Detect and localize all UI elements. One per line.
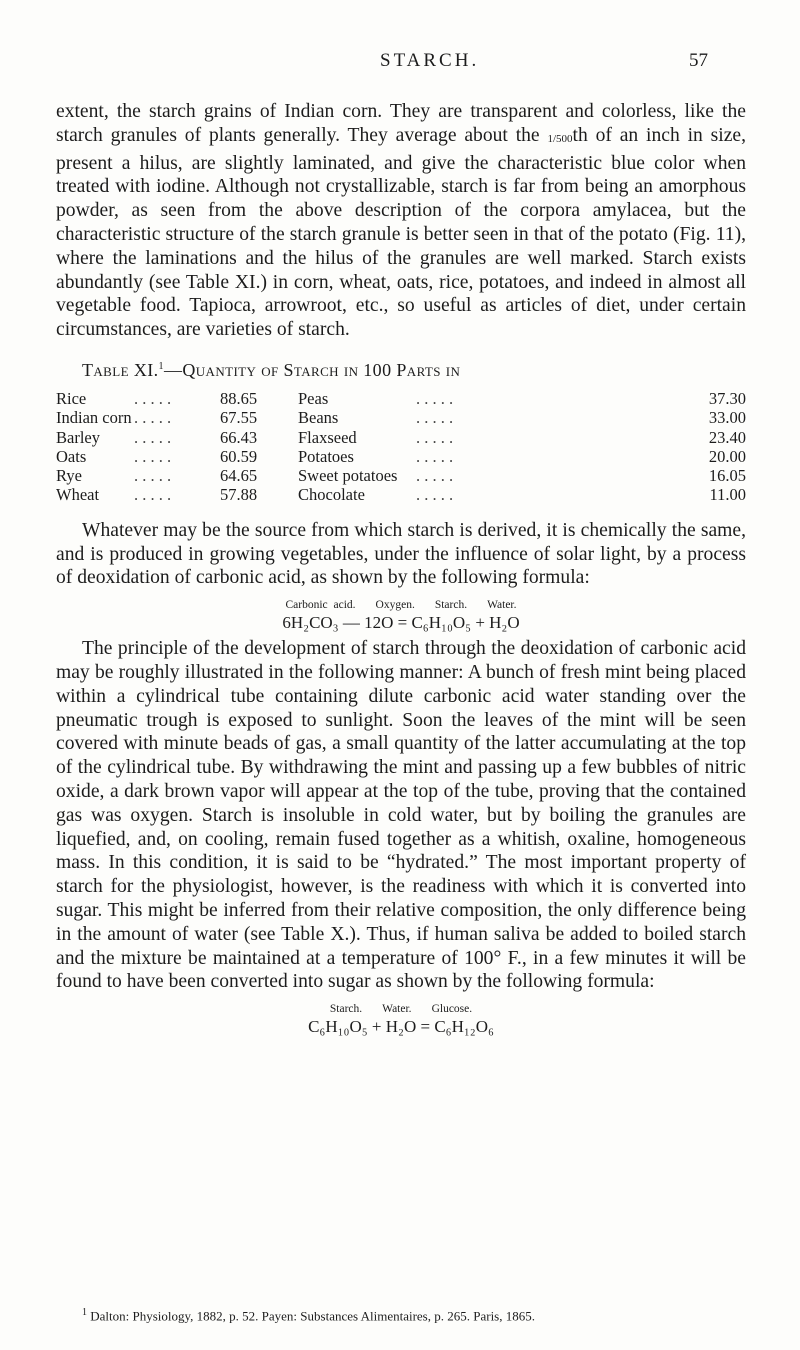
leader-dots: . . . . . [416, 485, 454, 505]
table-row [56, 447, 746, 466]
formula-deoxidation [56, 598, 746, 633]
table-row [56, 428, 746, 447]
food-name: Chocolate [298, 485, 365, 505]
leader-dots: . . . . . [416, 427, 454, 447]
page-number: 57 [689, 50, 708, 71]
starch-value: 57.88 [220, 485, 258, 505]
leader-dots: . . . . . [416, 408, 454, 428]
food-name: Oats [56, 446, 87, 466]
leader-dots: . . . . . [134, 408, 172, 428]
table-title: Table XI.$^1$—Quantity of Starch in 100 Parts in [82, 359, 461, 380]
starch-value: 33.00 [708, 408, 746, 428]
leader-dots: . . . . . [416, 388, 454, 408]
paragraph-source: Whatever may be the source from which starch is derived, it is chemically the same, and is produced in growing vegetables, under the influence of solar light, by a process of deoxidation of carbonic acid, as shown by the following formula: [56, 519, 746, 589]
formula-conversion [56, 1002, 746, 1037]
formula-labels: Carbonic acid. Oxygen. Starch. Water. [285, 599, 517, 612]
formula-equation: 6H₂CO₃ — 12O = C₆H₁₀O₅ + H₂O [282, 613, 520, 633]
leader-dots: . . . . . [134, 485, 172, 505]
starch-value: 11.00 [709, 485, 746, 505]
food-name: Rice [56, 388, 87, 408]
paragraph-starch-grains: extent, the starch grains of Indian corn. They are transparent and colorless, like the starch granules of plants generally. They average about the 1/500th of an inch in size, present a hilus, are slightly laminated, and give the characteristic blue color when treated with iodine. Although not crystallizable, starch is far from being an amorphous powder, as seen from the above description of the corpora amylacea, but the characteristic structure of the starch granule is better seen in that of the potato (Fig. 11), where the laminations and the hilus of the granules are well marked. Starch exists abundantly (see Table XI.) in corn, wheat, oats, rice, potatoes, and indeed in almost all vegetable food. Tapioca, arrowroot, etc., so useful as articles of diet, under certain circumstances, are varieties of starch. [56, 101, 746, 341]
starch-value: 37.30 [708, 388, 746, 408]
starch-value: 16.05 [708, 466, 746, 486]
food-name: Indian corn [56, 408, 132, 428]
footnote-marker: 1 [158, 360, 164, 372]
food-name: Rye [56, 466, 82, 486]
table-row [56, 408, 746, 427]
starch-value: 66.43 [220, 427, 258, 447]
starch-value: 64.65 [220, 466, 258, 486]
leader-dots: . . . . . [134, 388, 172, 408]
table-row [56, 389, 746, 408]
leader-dots: . . . . . [416, 446, 454, 466]
food-name: Peas [298, 388, 329, 408]
body-text [56, 100, 746, 1041]
food-name: Beans [298, 408, 339, 428]
starch-value: 88.65 [220, 388, 258, 408]
leader-dots: . . . . . [416, 466, 454, 486]
running-head: STARCH. [380, 50, 480, 71]
starch-value: 20.00 [708, 446, 746, 466]
food-name: Flaxseed [298, 427, 357, 447]
table-row [56, 466, 746, 485]
food-name: Sweet potatoes [298, 466, 398, 486]
leader-dots: . . . . . [134, 446, 172, 466]
starch-value: 67.55 [220, 408, 258, 428]
table-row [56, 485, 746, 504]
formula-labels: Starch. Water. Glucose. [329, 1003, 473, 1016]
food-name: Potatoes [298, 446, 354, 466]
starch-value: 23.40 [708, 427, 746, 447]
food-name: Barley [56, 427, 100, 447]
fraction: 1/500 [547, 132, 573, 145]
leader-dots: . . . . . [134, 466, 172, 486]
food-name: Wheat [56, 485, 100, 505]
paragraph-principle: The principle of the development of starch through the deoxidation of carbonic acid may be roughly illustrated in the following manner: A bunch of fresh mint being placed within a cylindrical tube containing dilute carbonic acid water standing over the pneumatic trough is exposed to sunlight. Soon the leaves of the mint will be seen covered with minute beads of gas, a small quantity of the latter accumulating at the top of the cylindrical tube. By withdrawing the mint and passing up a few bubbles of nitric oxide, a dark brown vapor will appear at the top of the tube, proving that the contained gas was oxygen. Starch is insoluble in cold water, but by boiling the granules are liquefied, and, on cooling, remain fused together as a whitish, oxaline, homogeneous mass. In this condition, it is said to be “hydrated.” The most important property of starch for the physiologist, however, is the readiness with which it is converted into sugar. This might be inferred from their relative composition, the only difference being in the amount of water (see Table X.). Thus, if human saliva be added to boiled starch and the mixture be maintained at a temperature of 100° F., in a few minutes it will be found to have been converted into sugar as shown by the following formula: [56, 638, 746, 993]
starch-quantity-table [56, 389, 746, 505]
footnote: $^1$ Dalton: Physiology, 1882, p. 52. Payen: Substances Alimentaires, p. 265. Paris, 1865. [82, 1307, 535, 1324]
starch-value: 60.59 [220, 446, 258, 466]
leader-dots: . . . . . [134, 427, 172, 447]
formula-equation: C₆H₁₀O₅ + H₂O = C₆H₁₂O₆ [308, 1017, 494, 1037]
page-header [0, 50, 800, 80]
